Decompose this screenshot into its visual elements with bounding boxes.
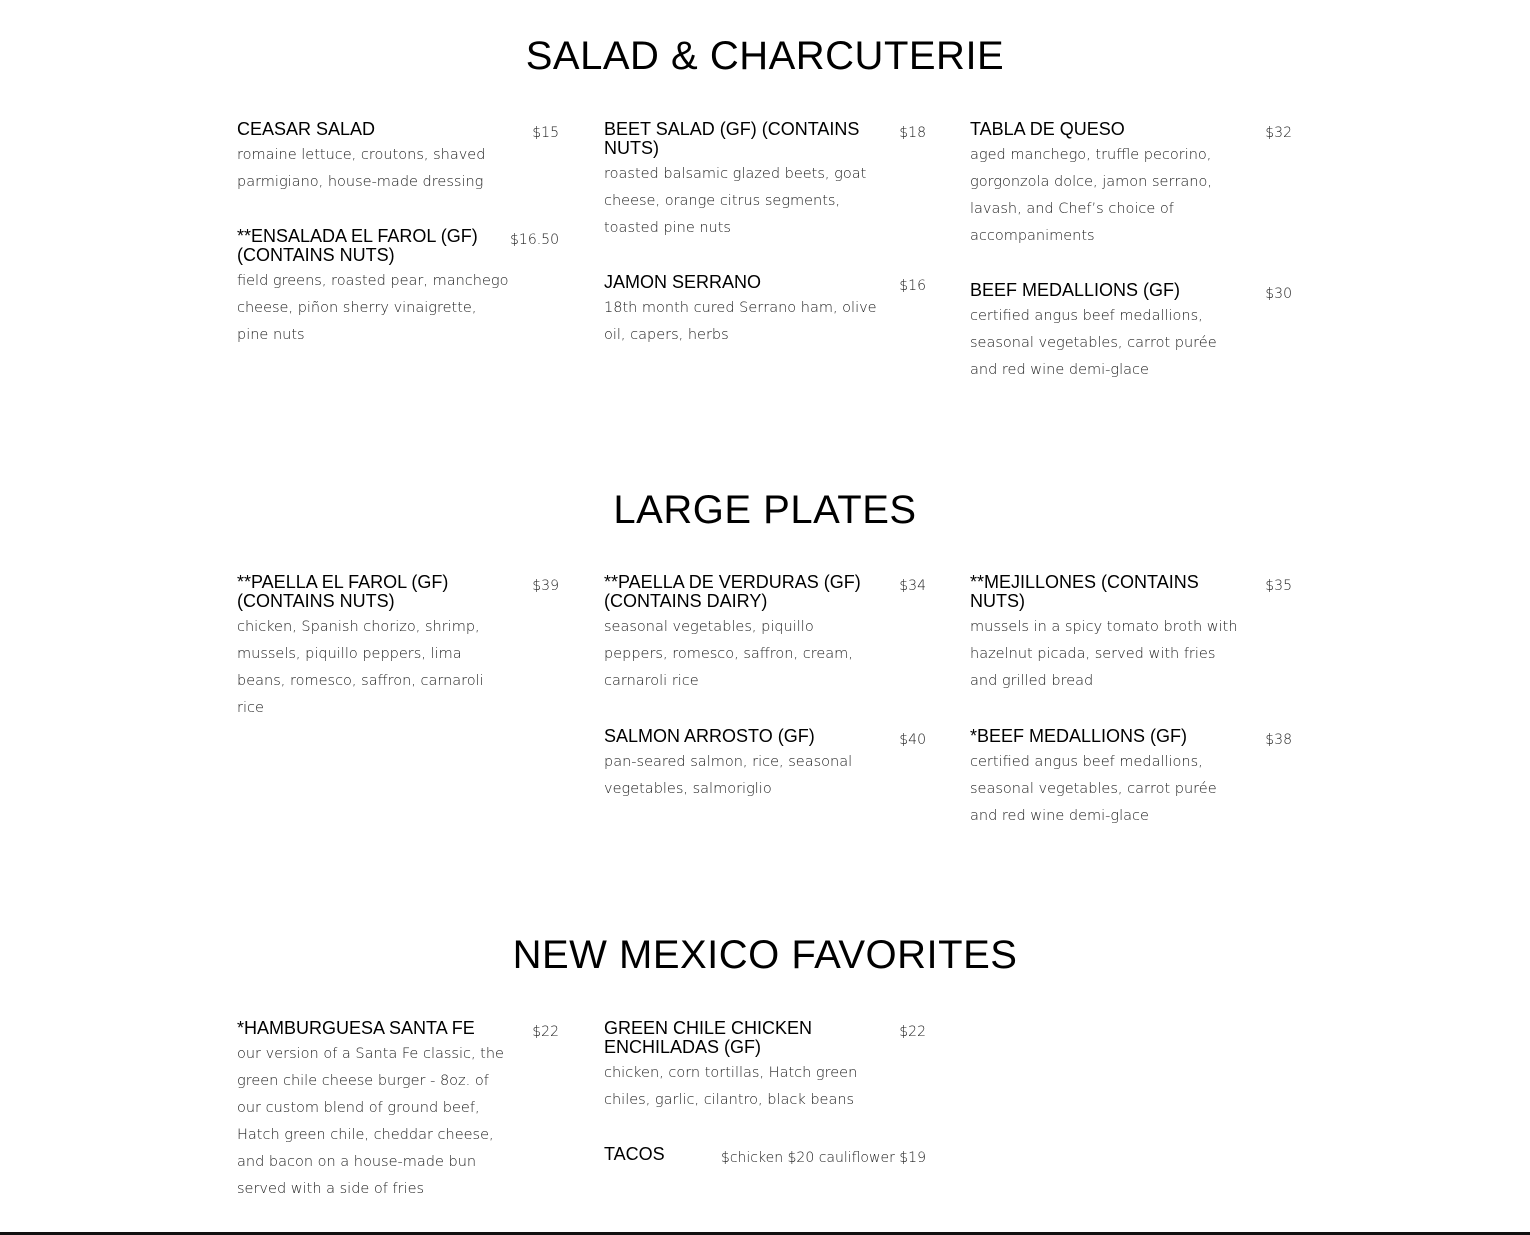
item-price: $40 — [899, 732, 926, 748]
item-price: $16 — [899, 278, 926, 294]
item-description: seasonal vegetables, piquillo peppers, romesco, saffron, cream, carnaroli rice — [604, 619, 853, 689]
item-price: $32 — [1265, 125, 1292, 141]
item-description: mussels in a spicy tomato broth with hazelnut picada, served with fries and grilled bread — [970, 619, 1238, 689]
item-name: *HAMBURGUESA SANTA FE — [237, 1018, 475, 1038]
item-name: SALMON ARROSTO (GF) — [604, 726, 815, 746]
item-price: $30 — [1265, 286, 1292, 302]
item-price: $39 — [532, 578, 559, 594]
section-title: SALAD & CHARCUTERIE — [525, 34, 1005, 78]
item-price: $chicken $20 cauliflower $19 — [720, 1150, 926, 1166]
item-name: **ENSALADA EL FAROL (GF) (CONTAINS NUTS) — [237, 226, 478, 265]
item-price: $18 — [899, 125, 926, 141]
item-description: certified angus beef medallions, seasonal vegetables, carrot purée and red wine demi-glace — [970, 308, 1217, 378]
item-description: aged manchego, truffle pecorino, gorgonzola dolce, jamon serrano, lavash, and Chef’s choice of accompaniments — [970, 147, 1212, 244]
item-name: BEEF MEDALLIONS (GF) — [970, 280, 1181, 300]
item-price: $15 — [532, 125, 559, 141]
item-description: roasted balsamic glazed beets, goat cheese, orange citrus segments, toasted pine nuts — [604, 166, 867, 236]
section-title: NEW MEXICO FAVORITES — [512, 933, 1018, 977]
item-name: JAMON SERRANO — [604, 272, 762, 292]
section-title: LARGE PLATES — [613, 488, 917, 532]
item-name: **MEJILLONES (CONTAINS NUTS) — [970, 572, 1199, 611]
item-description: romaine lettuce, croutons, shaved parmigiano, house-made dressing — [237, 147, 486, 190]
item-description: certified angus beef medallions, seasonal vegetables, carrot purée and red wine demi-glace — [970, 754, 1217, 824]
item-name: TACOS — [604, 1144, 665, 1164]
item-name: *BEEF MEDALLIONS (GF) — [970, 726, 1188, 746]
item-price: $16.50 — [510, 232, 559, 248]
item-name: GREEN CHILE CHICKEN ENCHILADAS (GF) — [604, 1018, 813, 1057]
item-price: $38 — [1265, 732, 1292, 748]
item-description: chicken, Spanish chorizo, shrimp, mussels, piquillo peppers, lima beans, romesco, saffron, carnaroli rice — [237, 619, 484, 716]
item-name: BEET SALAD (GF) (CONTAINS NUTS) — [604, 119, 860, 158]
item-description: field greens, roasted pear, manchego cheese, piñon sherry vinaigrette, pine nuts — [237, 273, 509, 343]
item-name: TABLA DE QUESO — [970, 119, 1125, 139]
item-name: **PAELLA EL FAROL (GF) (CONTAINS NUTS) — [237, 572, 449, 611]
item-name: **PAELLA DE VERDURAS (GF) (CONTAINS DAIRY) — [604, 572, 861, 611]
item-description: pan-seared salmon, rice, seasonal vegetables, salmoriglio — [604, 754, 853, 797]
item-price: $35 — [1265, 578, 1292, 594]
item-description: our version of a Santa Fe classic, the green chile cheese burger - 8oz. of our custom blend of ground beef, Hatch green chile, cheddar cheese, and bacon on a house-made bun served with a side of fries — [237, 1046, 504, 1197]
item-price: $22 — [532, 1024, 559, 1040]
item-name: CEASAR SALAD — [237, 119, 376, 139]
item-description: 18th month cured Serrano ham, olive oil, capers, herbs — [604, 300, 877, 343]
item-price: $34 — [899, 578, 926, 594]
item-description: chicken, corn tortillas, Hatch green chiles, garlic, cilantro, black beans — [604, 1065, 858, 1108]
item-price: $22 — [899, 1024, 926, 1040]
